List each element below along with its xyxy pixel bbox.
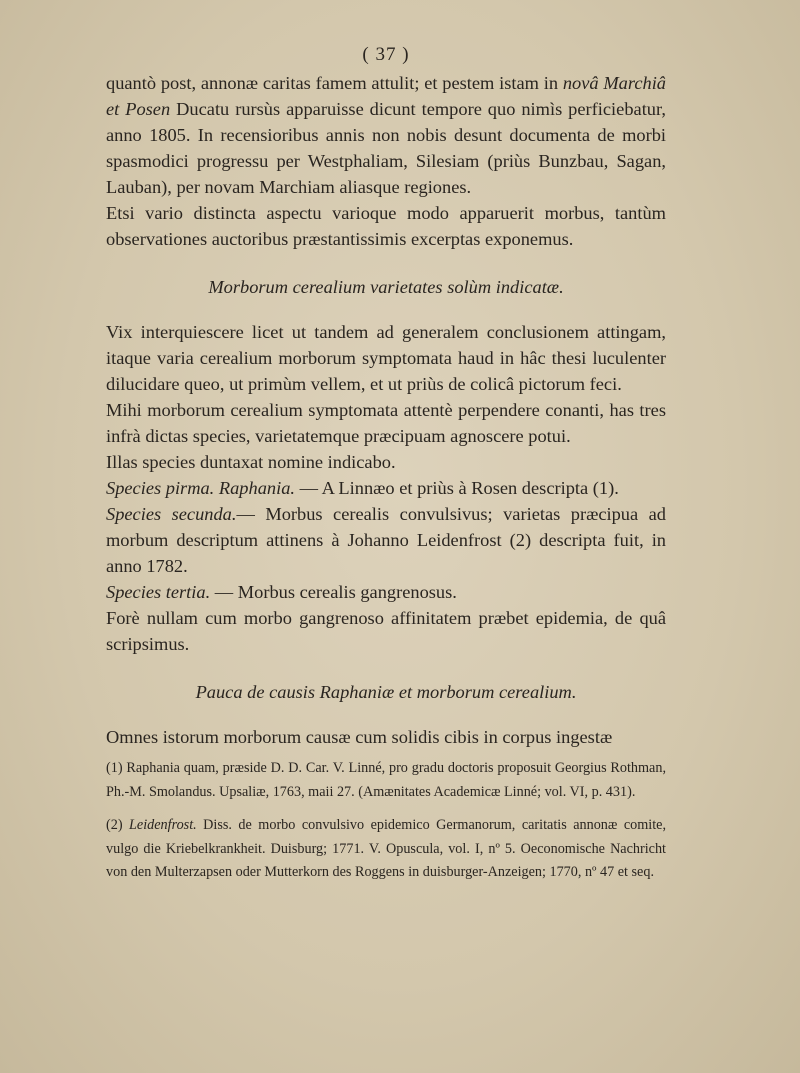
species-first-label: Species pirma. Raphania. (106, 478, 295, 498)
page-number: ( 37 ) (362, 44, 410, 65)
species-third (106, 579, 666, 605)
footnote-2 (106, 814, 666, 885)
footnote-2-author: Leidenfrost. (129, 817, 197, 834)
section-heading-varieties: Morborum cerealium varietates solùm indicatæ. (208, 277, 564, 297)
intro-text (106, 70, 666, 252)
species-second-label: Species secunda. (106, 504, 237, 524)
species-second-text: — Morbus cerealis convulsivus; varietas præcipua ad morbum descriptum attinens à Johanno Leidenfrost (2) descripta fuit, in anno 1782. (106, 504, 666, 576)
species-first (106, 475, 666, 501)
varieties-paragraph-4: Forè nullam cum morbo gangrenoso affinitatem præbet epidemia, de quâ scripsimus. (106, 608, 666, 654)
footnote-2-number: (2) (106, 817, 130, 834)
varieties-paragraph-3: Illas species duntaxat nomine indicabo. (106, 452, 396, 472)
section-causes-text (106, 724, 666, 750)
species-second (106, 501, 666, 579)
section-heading-causes: Pauca de causis Raphaniæ et morborum cerealium. (195, 682, 577, 702)
page-content (106, 44, 666, 885)
varieties-paragraph-2: Mihi morborum cerealium symptomata attentè perpendere conanti, has tres infrà dictas species, varietatemque præcipuam agnoscere potui. (106, 400, 666, 446)
paragraph-1 (106, 70, 666, 200)
paragraph-1-italic: novâ Marchiâ et Posen (106, 73, 666, 119)
causes-paragraph-1: Omnes istorum morborum causæ cum solidis cibis in corpus ingestæ (106, 727, 613, 747)
paragraph-1-start: quantò post, annonæ caritas famem attulit; et pestem istam in (106, 73, 559, 93)
species-third-text: — Morbus cerealis gangrenosus. (210, 582, 457, 602)
varieties-paragraph-1: Vix interquiescere licet ut tandem ad generalem conclusionem attingam, itaque varia cerealium morborum symptomata haud in hâc thesi luculenter dilucidare queo, ut primùm vellem, et ut priùs de colicâ pictorum feci. (106, 322, 666, 394)
footnotes (106, 757, 666, 885)
paragraph-1-rest: Ducatu rursùs apparuisse dicunt tempore quo nimìs perficiebatur, anno 1805. In recensioribus annis non nobis desunt documenta de morbi spasmodici progressu per Westphaliam, Silesiam (priùs Bunzbau, Sagan, Lauban), per novam Marchiam aliasque regiones. (106, 99, 666, 197)
species-first-text: — A Linnæo et priùs à Rosen descripta (1). (295, 478, 619, 498)
species-third-label: Species tertia. (106, 582, 211, 602)
paragraph-2: Etsi vario distincta aspectu varioque modo apparuerit morbus, tantùm observationes auctoribus præstantissimis excerptas exponemus. (106, 203, 666, 249)
section-varieties-text (106, 319, 666, 657)
footnote-2-text: Diss. de morbo convulsivo epidemico Germanorum, caritatis annonæ comite, vulgo die Kriebelkrankheit. Duisburg; 1771. V. Opuscula, vol. I, nº 5. Oeconomische Nachricht von den Multerzapsen oder Mutterkorn des Roggens in duisburger-Anzeigen; 1770, nº 47 et seq. (106, 817, 666, 881)
footnote-1: (1) Raphania quam, præside D. D. Car. V. Linné, pro gradu doctoris proposuit Georgius Rothman, Ph.-M. Smolandus. Upsaliæ, 1763, maii 27. (Amænitates Academicæ Linné; vol. VI, p. 431). (106, 760, 666, 800)
